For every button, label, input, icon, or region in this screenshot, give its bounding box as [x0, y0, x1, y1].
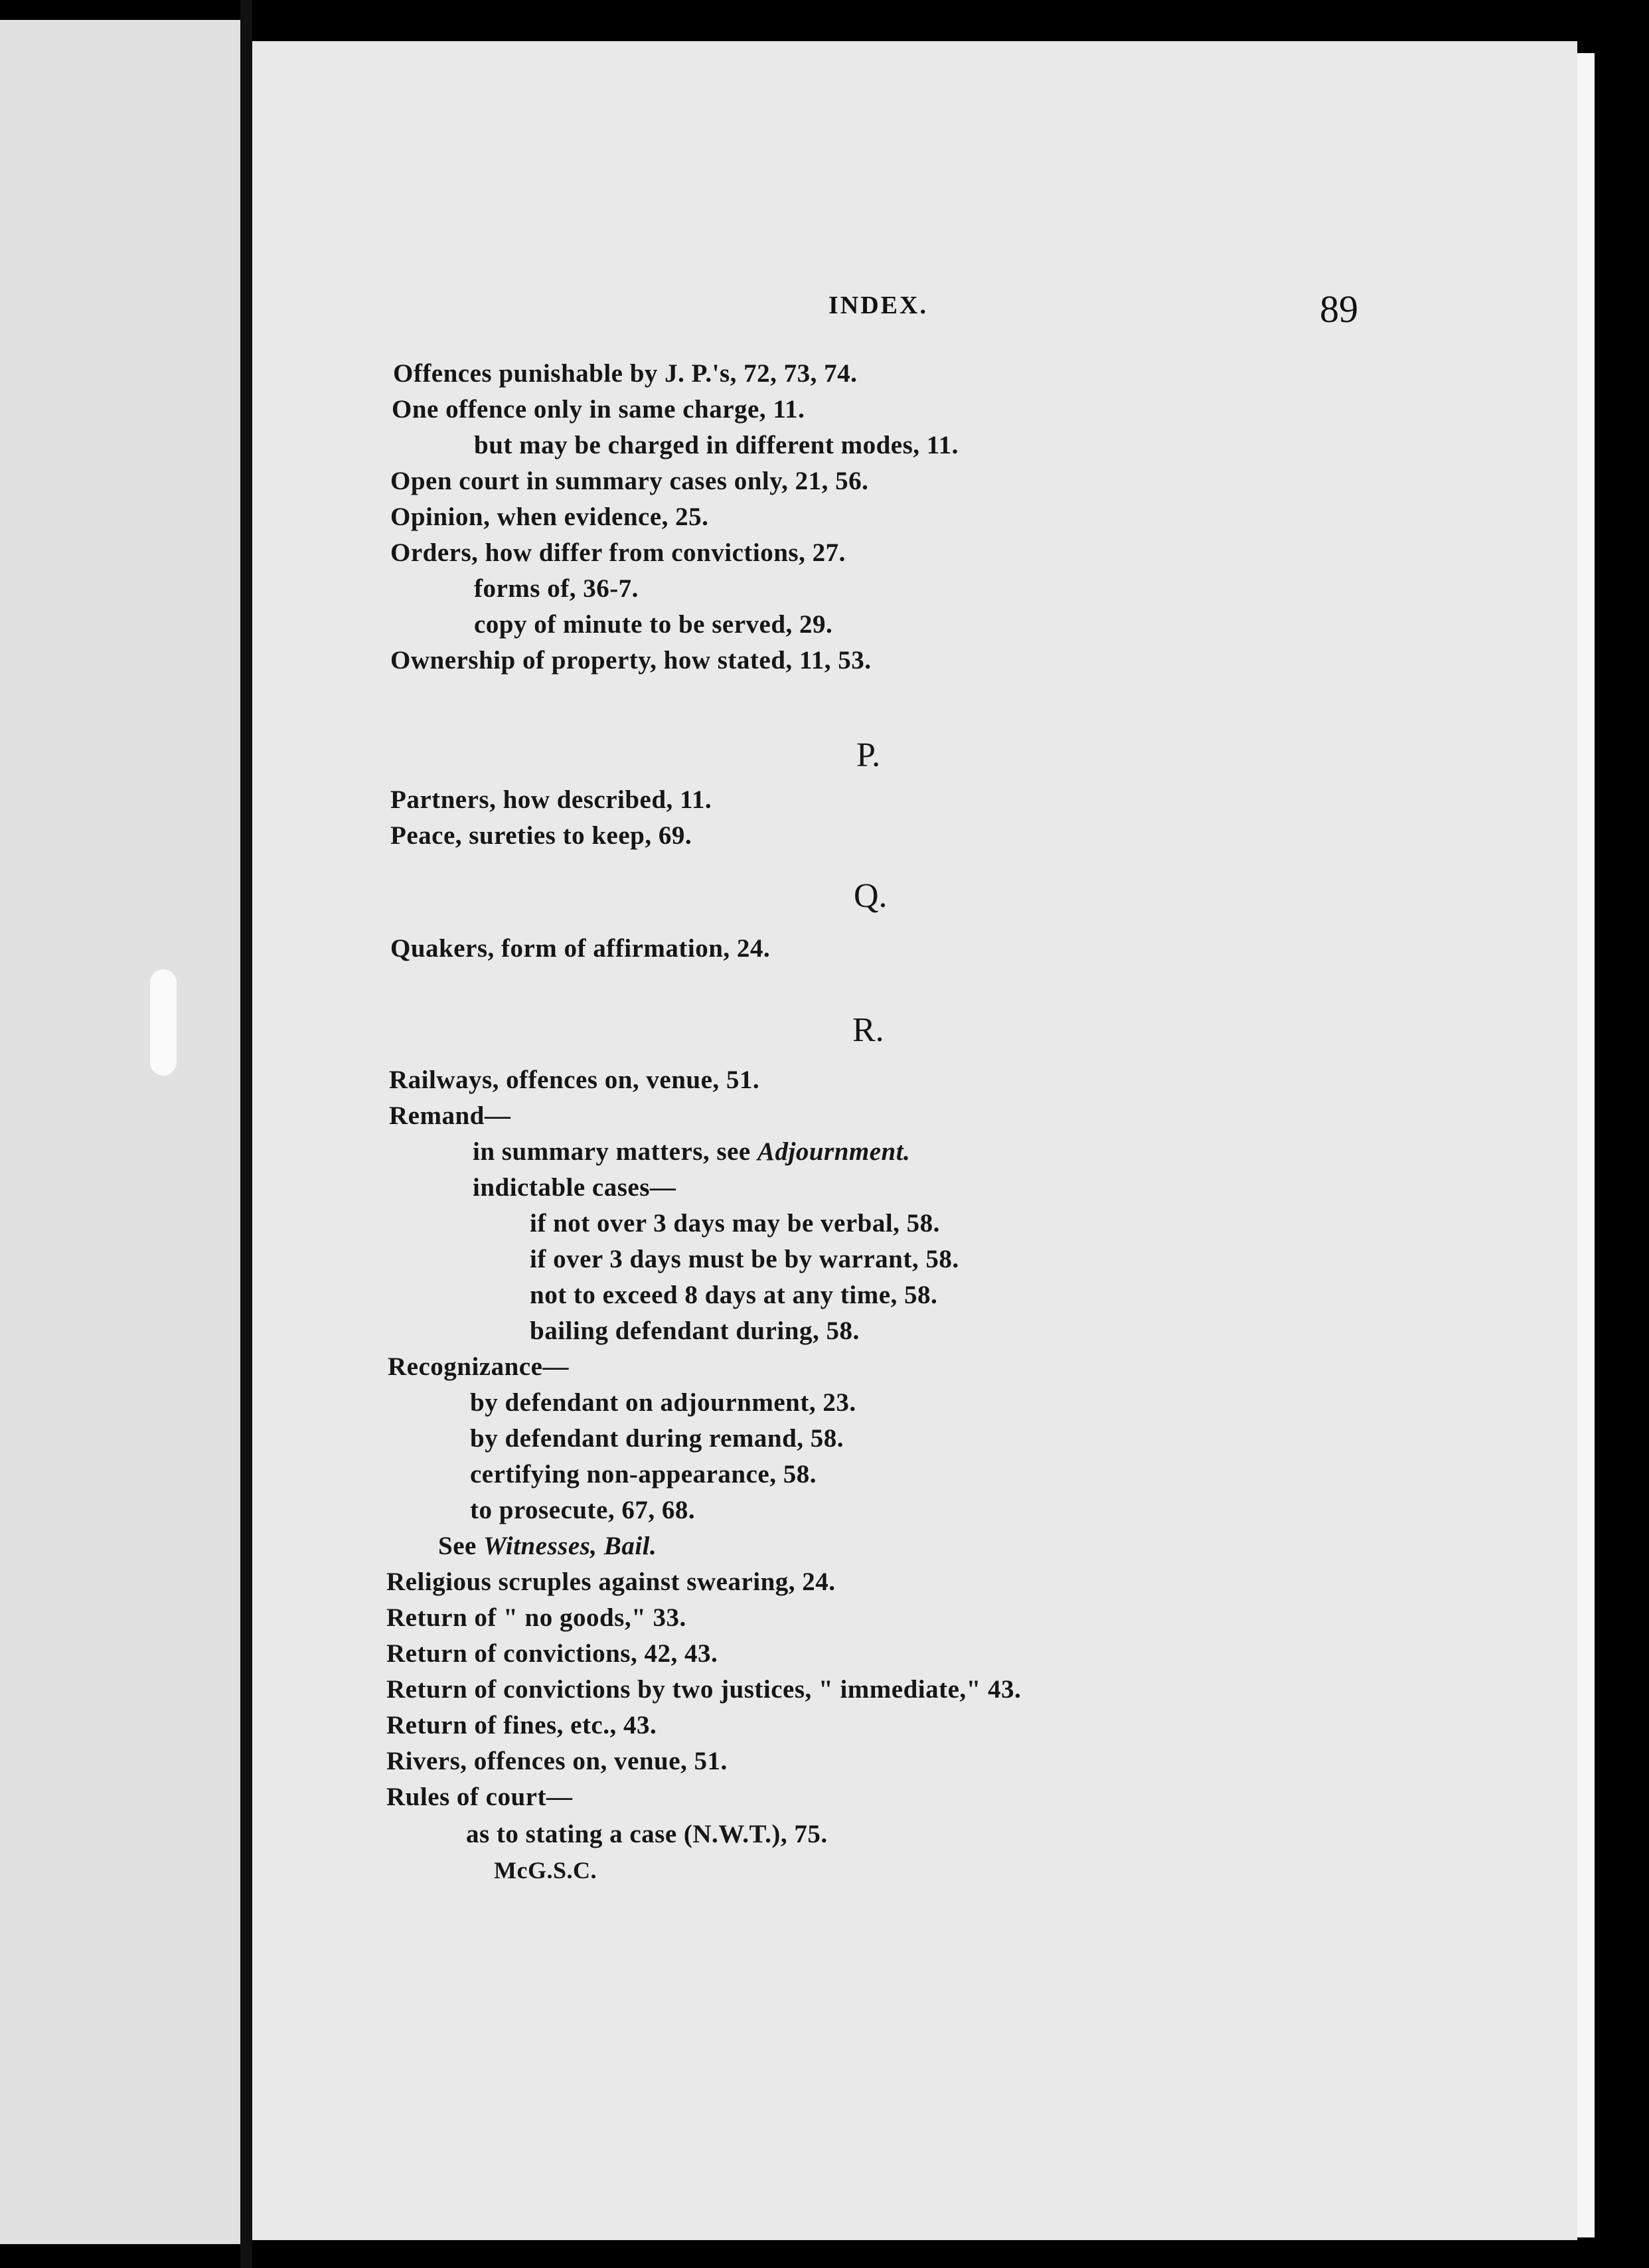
running-header: INDEX. [828, 291, 928, 319]
index-entry: Partners, how described, 11. [390, 785, 712, 814]
page-number: 89 [1320, 287, 1358, 331]
index-entry: Return of convictions by two justices, " immediate," 43. [386, 1675, 1022, 1704]
index-subsubentry: not to exceed 8 days at any time, 58. [530, 1281, 938, 1309]
index-entry: Ownership of property, how stated, 11, 53. [390, 646, 872, 675]
index-entry: Open court in summary cases only, 21, 56. [390, 467, 869, 495]
index-subsubentry: bailing defendant during, 58. [530, 1317, 860, 1345]
index-subsubentry: if over 3 days must be by warrant, 58. [530, 1245, 959, 1273]
section-letter-r: R. [852, 1011, 884, 1049]
index-subentry: certifying non-appearance, 58. [470, 1460, 817, 1489]
cross-reference: Witnesses, Bail. [483, 1532, 657, 1560]
index-entry: Return of " no goods," 33. [386, 1603, 686, 1632]
index-entry: Return of convictions, 42, 43. [386, 1639, 718, 1668]
printer-signature: McG.S.C. [494, 1857, 597, 1884]
index-subsubentry: if not over 3 days may be verbal, 58. [530, 1209, 940, 1238]
index-entry: Quakers, form of affirmation, 24. [390, 934, 771, 963]
index-entry: Remand— [389, 1101, 511, 1130]
section-letter-p: P. [856, 736, 881, 774]
section-letter-q: Q. [854, 877, 888, 915]
index-entry: Opinion, when evidence, 25. [390, 503, 709, 531]
index-subentry: copy of minute to be served, 29. [474, 610, 833, 639]
cross-reference: Adjournment. [757, 1137, 911, 1166]
entry-text: See [438, 1532, 484, 1560]
index-subentry [473, 1137, 910, 1167]
index-subentry: forms of, 36-7. [474, 574, 639, 603]
index-subentry: by defendant on adjournment, 23. [470, 1388, 856, 1417]
index-entry: Religious scruples against swearing, 24. [386, 1568, 836, 1596]
index-entry: Offences punishable by J. P.'s, 72, 73, 74. [393, 359, 858, 388]
index-entry: One offence only in same charge, 11. [392, 395, 805, 424]
index-subentry: indictable cases— [473, 1173, 676, 1202]
index-subentry: but may be charged in different modes, 11. [474, 431, 959, 459]
index-subentry: to prosecute, 67, 68. [470, 1496, 696, 1524]
index-entry: Railways, offences on, venue, 51. [389, 1066, 760, 1094]
index-entry: Orders, how differ from convictions, 27. [390, 538, 846, 567]
index-entry: Return of fines, etc., 43. [386, 1711, 657, 1740]
index-entry: Recognizance— [388, 1352, 569, 1381]
entry-text: in summary matters, see [473, 1137, 757, 1166]
index-subentry: by defendant during remand, 58. [470, 1424, 844, 1453]
index-subentry: as to stating a case (N.W.T.), 75. [466, 1820, 828, 1848]
index-entry: Peace, sureties to keep, 69. [390, 821, 692, 850]
index-subentry [438, 1531, 657, 1561]
index-entry: Rules of court— [386, 1783, 573, 1811]
index-entry: Rivers, offences on, venue, 51. [386, 1747, 728, 1775]
